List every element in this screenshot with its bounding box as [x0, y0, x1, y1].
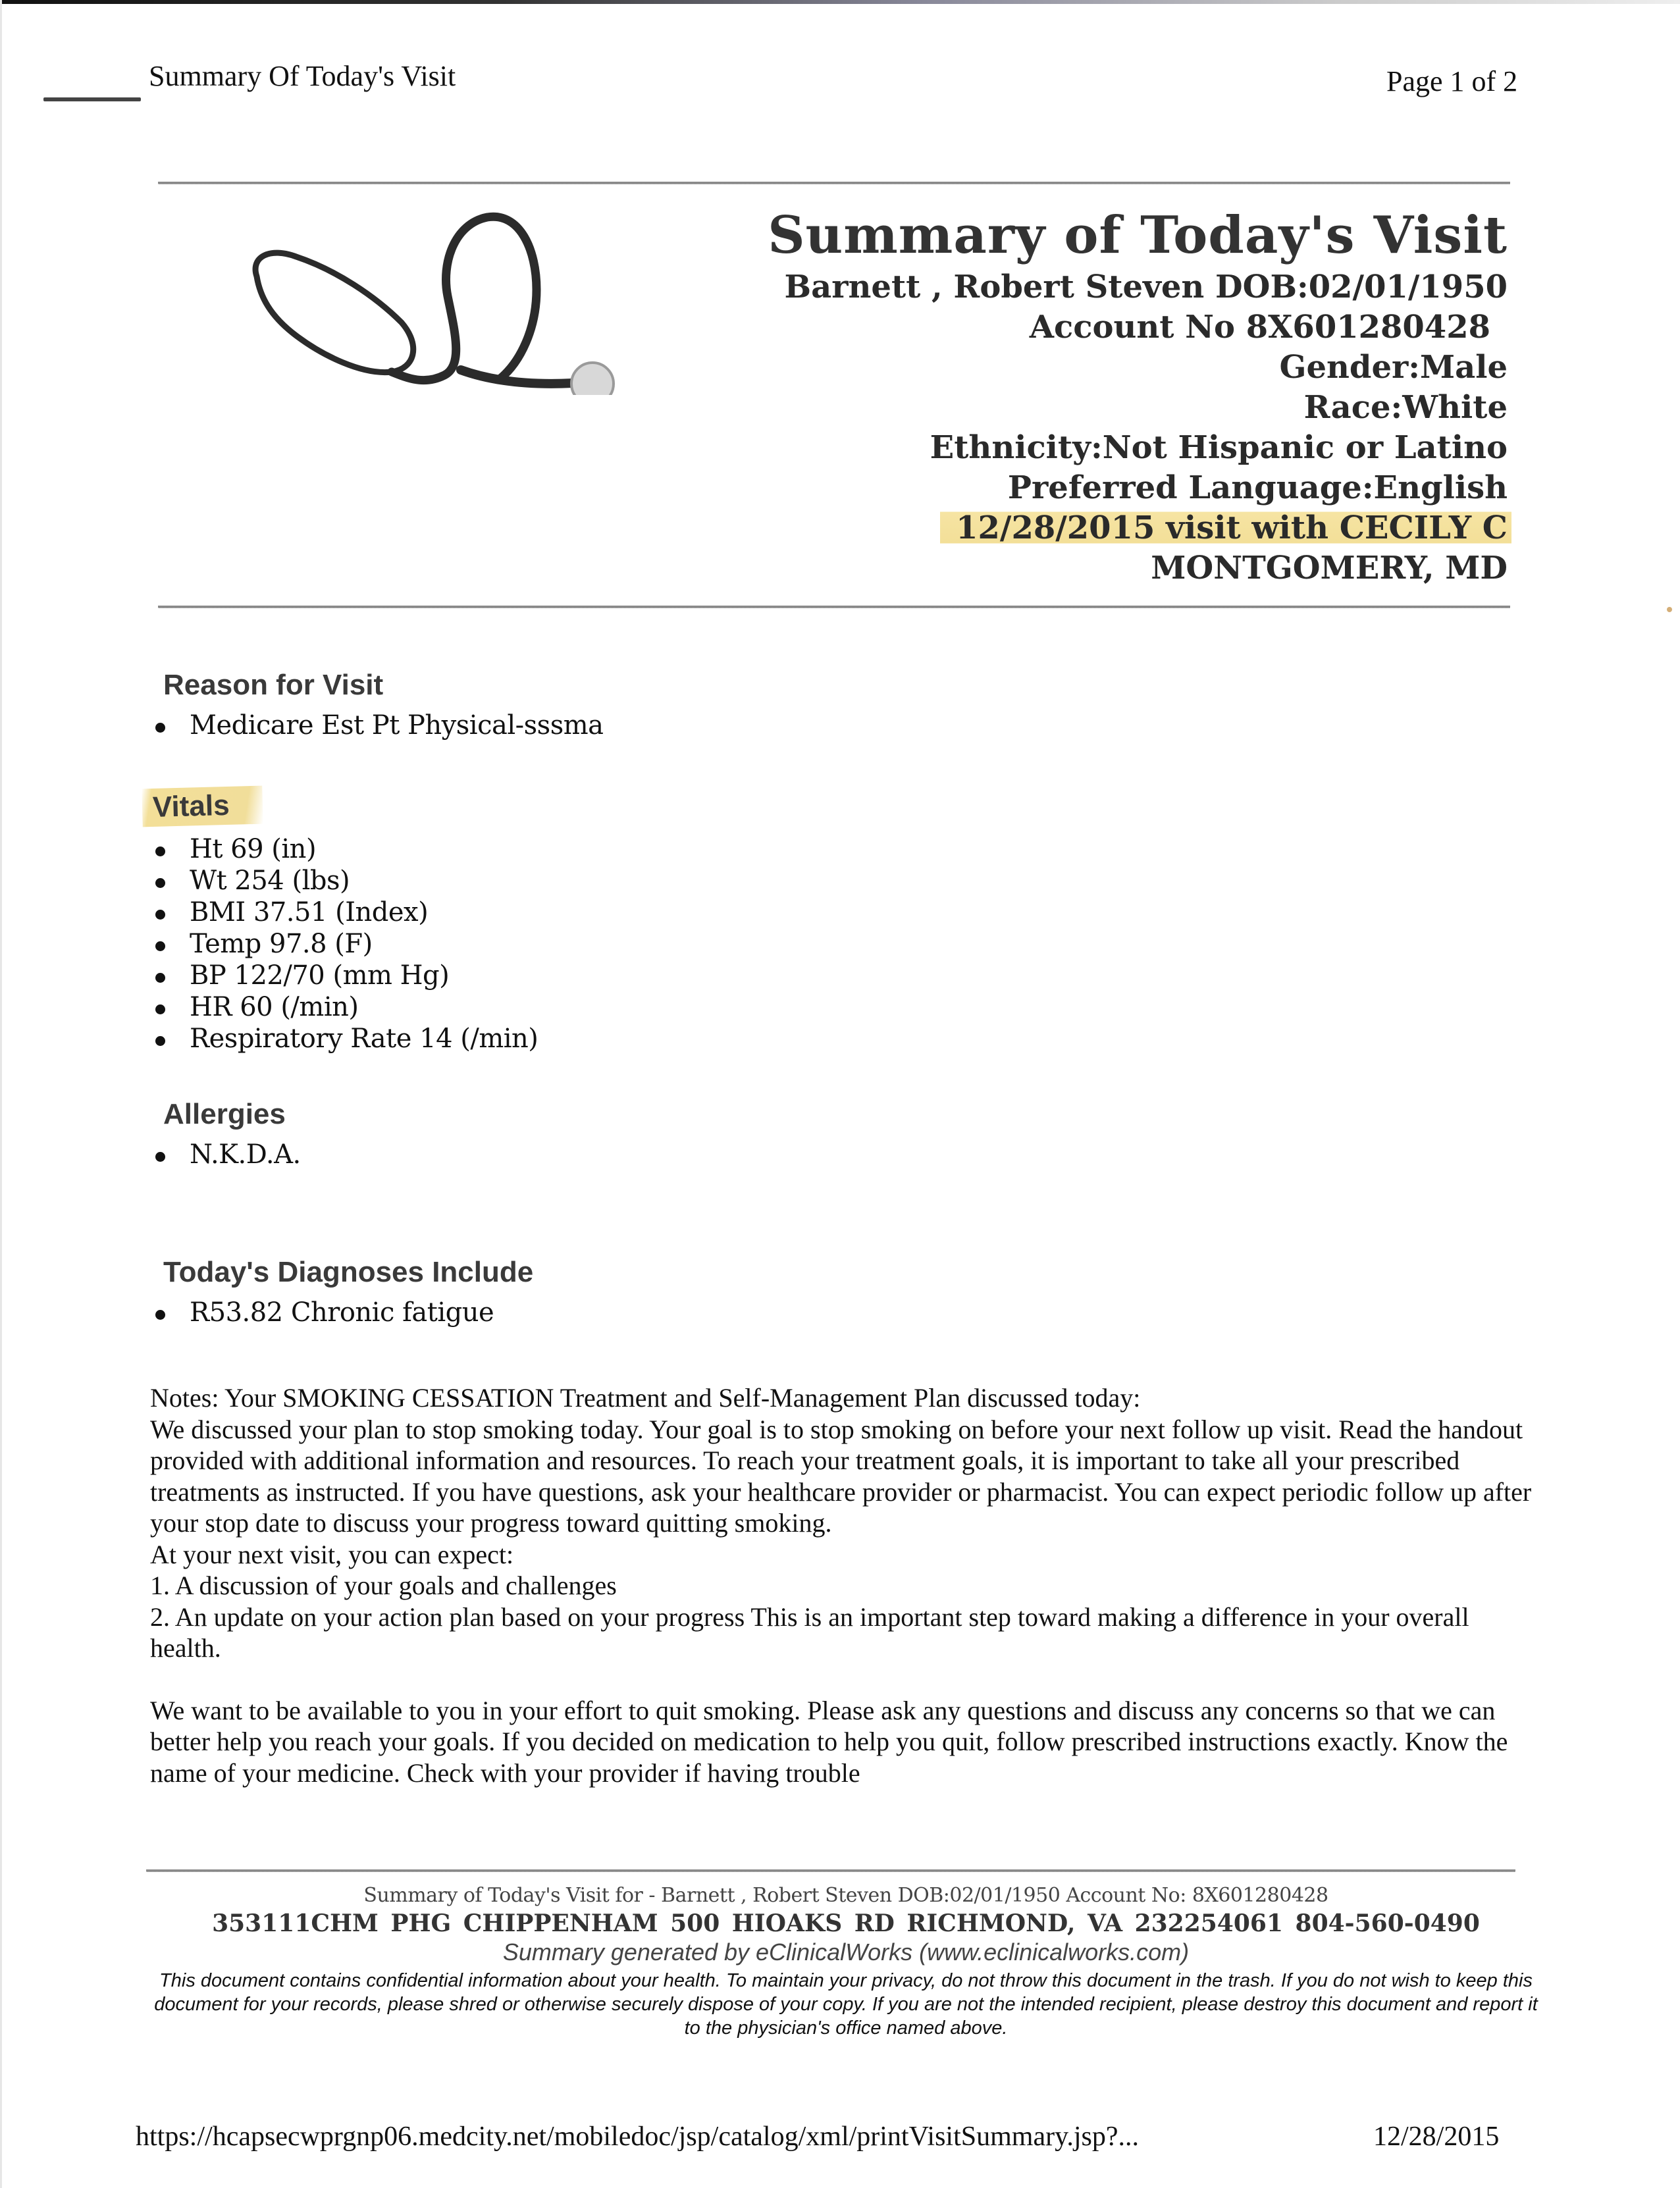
gender: Gender:Male — [1279, 349, 1508, 386]
stethoscope-icon — [244, 197, 632, 395]
header-bottom-divider — [158, 606, 1510, 608]
vital-bmi: BMI 37.51 (Index) — [162, 897, 538, 928]
vital-bp: BP 122/70 (mm Hg) — [162, 960, 538, 991]
pen-mark — [43, 97, 141, 101]
notes-expect-item-1: 1. A discussion of your goals and challenges — [150, 1571, 617, 1600]
diagnoses-heading: Today's Diagnoses Include — [163, 1256, 534, 1288]
reason-for-visit-heading: Reason for Visit — [163, 669, 384, 701]
vital-weight: Wt 254 (lbs) — [162, 865, 538, 897]
vital-respiratory-rate: Respiratory Rate 14 (/min) — [162, 1023, 538, 1055]
visit-date-provider: 12/28/2015 visit with CECILY C — [940, 509, 1511, 546]
footer-divider — [146, 1869, 1515, 1872]
vital-temp: Temp 97.8 (F) — [162, 928, 538, 960]
summary-title: Summary of Today's Visit — [768, 205, 1508, 265]
print-url: https://hcapsecwprgnp06.medcity.net/mobiledoc/jsp/catalog/xml/printVisitSummary.jsp?... — [136, 2122, 1140, 2152]
ethnicity: Ethnicity:Not Hispanic or Latino — [930, 429, 1508, 466]
vital-hr: HR 60 (/min) — [162, 991, 538, 1023]
footer-generated-by: Summary generated by eClinicalWorks (www.eclinicalworks.com) — [502, 1939, 1190, 1966]
reason-item: Medicare Est Pt Physical-sssma — [162, 710, 604, 741]
scan-speck — [1667, 607, 1672, 612]
notes-expect-item-2: 2. An update on your action plan based on your progress This is an important step toward making a difference in your overall health. — [150, 1602, 1469, 1663]
vitals-heading: Vitals — [142, 786, 263, 827]
diagnoses-section — [162, 1256, 533, 1328]
notes-paragraph-2: We want to be available to you in your effort to quit smoking. Please ask any questions and discuss any concerns so that we can better help you reach your goals. If you decided on medication to help you quit, follow prescribed instructions exactly. Know the name of your medicine. Check with your provider if having trouble — [150, 1695, 1508, 1788]
race: Race:White — [1303, 389, 1508, 426]
scan-left-edge — [0, 0, 2, 2188]
allergies-heading: Allergies — [163, 1098, 286, 1130]
notes-paragraph-1: We discussed your plan to stop smoking today. Your goal is to stop smoking on before your next follow up visit. Read the handout provided with additional information and resources. To reach your treatment goals, it is important to take all your prescribed treatments as instructed. If you have questions, ask your healthcare provider or pharmacist. You can expect periodic follow up after your stop date to discuss your progress toward quitting smoking. — [150, 1414, 1532, 1538]
footer-confidential-notice: This document contains confidential information about your health. To maintain your privacy, do not throw this document in the trash. If you do not wish to keep this document for your records, please shred or otherwise securely dispose of your copy. If you are not the intended recipient, please destroy this document and report it to the physician's office named above. — [154, 1970, 1538, 2039]
print-date: 12/28/2015 — [1373, 2122, 1500, 2152]
provider-name: MONTGOMERY, MD — [1151, 550, 1508, 586]
diagnosis-item: R53.82 Chronic fatigue — [162, 1297, 533, 1328]
header-top-divider — [158, 182, 1510, 184]
page-header-title: Summary Of Today's Visit — [149, 60, 456, 92]
scan-edge — [0, 0, 1680, 4]
patient-header — [768, 204, 1508, 588]
notes-section — [150, 1382, 1546, 1788]
notes-expect-intro: At your next visit, you can expect: — [150, 1539, 514, 1569]
allergy-item: N.K.D.A. — [162, 1139, 301, 1170]
allergies-section — [162, 1098, 301, 1170]
footer-summary-line: Summary of Today's Visit for - Barnett , Robert Steven DOB:02/01/1950 Account No: 8X601280428 — [363, 1884, 1328, 1907]
reason-for-visit-section — [162, 669, 604, 741]
document-footer — [145, 1884, 1547, 2040]
page-indicator: Page 1 of 2 — [1386, 65, 1518, 97]
notes-heading: Notes: Your SMOKING CESSATION Treatment and Self-Management Plan discussed today: — [150, 1383, 1141, 1413]
vital-height: Ht 69 (in) — [162, 833, 538, 865]
account-number: Account No 8X601280428 — [1029, 309, 1490, 346]
footer-practice-line: 353111CHM PHG CHIPPENHAM 500 HIOAKS RD RICHMOND, VA 232254061 804-560-0490 — [212, 1910, 1480, 1937]
patient-name-dob: Barnett , Robert Steven DOB:02/01/1950 — [784, 269, 1508, 305]
preferred-language: Preferred Language:English — [1007, 469, 1508, 506]
vitals-section — [152, 787, 538, 1055]
